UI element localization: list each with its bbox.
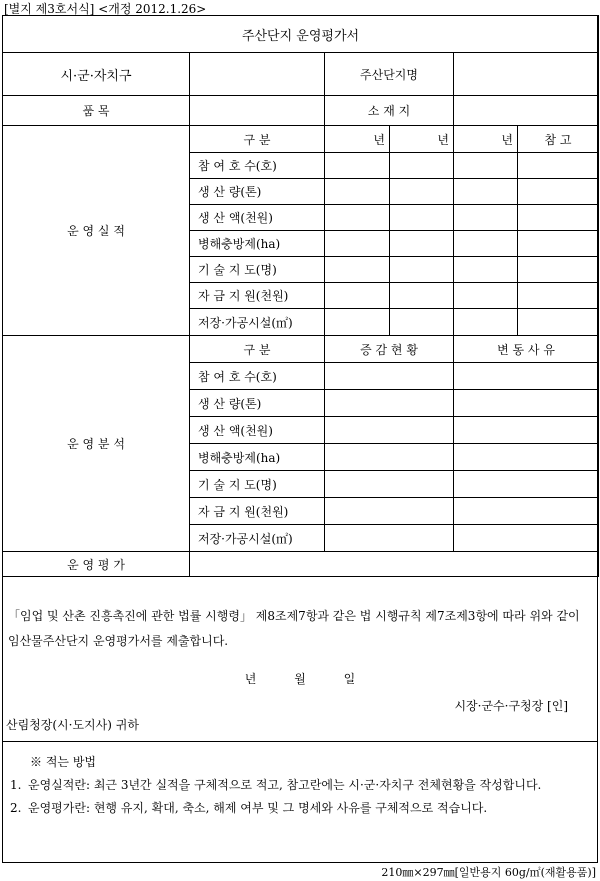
analysis-row-label: 기 술 지 도(명) bbox=[190, 471, 325, 498]
performance-year-1: 년 bbox=[325, 126, 390, 153]
performance-year-3: 년 bbox=[454, 126, 518, 153]
item-field[interactable] bbox=[190, 96, 325, 126]
howto-list bbox=[10, 776, 590, 822]
signer-line: 시장·군수·구청장 [인] bbox=[454, 699, 568, 713]
performance-cell[interactable] bbox=[325, 283, 390, 309]
performance-cell[interactable] bbox=[454, 283, 518, 309]
analysis-reason-cell[interactable] bbox=[454, 444, 599, 471]
analysis-header-category: 구 분 bbox=[190, 336, 325, 363]
location-field[interactable] bbox=[454, 96, 599, 126]
analysis-row-label: 병해충방제(ha) bbox=[190, 444, 325, 471]
performance-cell[interactable] bbox=[390, 205, 454, 231]
analysis-change-cell[interactable] bbox=[325, 390, 454, 417]
performance-cell[interactable] bbox=[518, 179, 599, 205]
form-header-note: [별지 제3호서식] <개정 2012.1.26> bbox=[4, 2, 207, 16]
performance-cell[interactable] bbox=[390, 153, 454, 179]
howto-item-text: 운영실적란: 최근 3년간 실적을 구체적으로 적고, 참고란에는 시·군·자치구 전체현황을 작성합니다. bbox=[28, 778, 542, 792]
analysis-change-cell[interactable] bbox=[325, 471, 454, 498]
performance-cell[interactable] bbox=[518, 309, 599, 336]
performance-row-label: 생 산 량(톤) bbox=[190, 179, 325, 205]
performance-cell[interactable] bbox=[390, 309, 454, 336]
analysis-change-cell[interactable] bbox=[325, 417, 454, 444]
form-table bbox=[2, 15, 599, 577]
performance-cell[interactable] bbox=[518, 283, 599, 309]
addressee: 산림청장(시·도지사) 귀하 bbox=[6, 718, 139, 732]
performance-header-category: 구 분 bbox=[190, 126, 325, 153]
section-divider bbox=[2, 741, 598, 742]
analysis-reason-cell[interactable] bbox=[454, 390, 599, 417]
performance-cell[interactable] bbox=[390, 257, 454, 283]
analysis-row-label: 참 여 호 수(호) bbox=[190, 363, 325, 390]
performance-cell[interactable] bbox=[390, 179, 454, 205]
analysis-change-cell[interactable] bbox=[325, 444, 454, 471]
performance-row-label: 자 금 지 원(천원) bbox=[190, 283, 325, 309]
analysis-reason-cell[interactable] bbox=[454, 525, 599, 552]
analysis-change-cell[interactable] bbox=[325, 525, 454, 552]
howto-item-number: 2. bbox=[10, 801, 22, 815]
analysis-row-label: 생 산 액(천원) bbox=[190, 417, 325, 444]
performance-cell[interactable] bbox=[518, 205, 599, 231]
performance-cell[interactable] bbox=[325, 231, 390, 257]
evaluation-label: 운 영 평 가 bbox=[3, 552, 190, 577]
howto-item bbox=[10, 776, 590, 795]
analysis-row-label: 생 산 량(톤) bbox=[190, 390, 325, 417]
location-label: 소 재 지 bbox=[325, 96, 454, 126]
performance-cell[interactable] bbox=[325, 309, 390, 336]
performance-cell[interactable] bbox=[390, 283, 454, 309]
submission-statement: 「임업 및 산촌 진흥촉진에 관한 법률 시행령」 제8조제7항과 같은 법 시행규칙 제7조제3항에 따라 위와 같이 임산물주산단지 운영평가서를 제출합니다. bbox=[8, 609, 580, 648]
performance-cell[interactable] bbox=[518, 257, 599, 283]
performance-row-label: 생 산 액(천원) bbox=[190, 205, 325, 231]
analysis-reason-cell[interactable] bbox=[454, 498, 599, 525]
performance-cell[interactable] bbox=[454, 179, 518, 205]
region-label: 시·군·자치구 bbox=[3, 53, 190, 96]
analysis-row-label: 자 금 지 원(천원) bbox=[190, 498, 325, 525]
analysis-reason-header: 변 동 사 유 bbox=[454, 336, 599, 363]
item-label: 품 목 bbox=[3, 96, 190, 126]
performance-cell[interactable] bbox=[325, 153, 390, 179]
performance-cell[interactable] bbox=[325, 179, 390, 205]
region-field[interactable] bbox=[190, 53, 325, 96]
performance-cell[interactable] bbox=[518, 231, 599, 257]
performance-cell[interactable] bbox=[454, 257, 518, 283]
paper-spec-footer: 210㎜×297㎜[일반용지 60g/㎡(재활용품)] bbox=[381, 866, 596, 879]
performance-cell[interactable] bbox=[454, 231, 518, 257]
analysis-change-header: 증 감 현 황 bbox=[325, 336, 454, 363]
complex-name-field[interactable] bbox=[454, 53, 599, 96]
performance-cell[interactable] bbox=[325, 205, 390, 231]
date-line: 년 월 일 bbox=[244, 672, 356, 686]
performance-row-label: 참 여 호 수(호) bbox=[190, 153, 325, 179]
performance-row-label: 저장·가공시설(㎡) bbox=[190, 309, 325, 336]
analysis-section-label: 운 영 분 석 bbox=[3, 336, 190, 552]
performance-row-label: 병해충방제(ha) bbox=[190, 231, 325, 257]
evaluation-field[interactable] bbox=[190, 552, 599, 577]
howto-item bbox=[10, 799, 590, 818]
analysis-change-cell[interactable] bbox=[325, 363, 454, 390]
performance-cell[interactable] bbox=[454, 309, 518, 336]
howto-item-text: 운영평가란: 현행 유지, 확대, 축소, 해제 여부 및 그 명세와 사유를 구체적으로 적습니다. bbox=[28, 801, 488, 815]
performance-cell[interactable] bbox=[454, 153, 518, 179]
analysis-change-cell[interactable] bbox=[325, 498, 454, 525]
performance-year-2: 년 bbox=[390, 126, 454, 153]
analysis-reason-cell[interactable] bbox=[454, 471, 599, 498]
performance-cell[interactable] bbox=[518, 153, 599, 179]
performance-cell[interactable] bbox=[390, 231, 454, 257]
form-title: 주산단지 운영평가서 bbox=[3, 16, 599, 53]
analysis-row-label: 저장·가공시설(㎡) bbox=[190, 525, 325, 552]
performance-cell[interactable] bbox=[325, 257, 390, 283]
performance-row-label: 기 술 지 도(명) bbox=[190, 257, 325, 283]
howto-title: ※ 적는 방법 bbox=[30, 755, 96, 769]
complex-name-label: 주산단지명 bbox=[325, 53, 454, 96]
analysis-reason-cell[interactable] bbox=[454, 363, 599, 390]
howto-item-number: 1. bbox=[10, 778, 22, 792]
analysis-reason-cell[interactable] bbox=[454, 417, 599, 444]
performance-note-header: 참 고 bbox=[518, 126, 599, 153]
performance-section-label: 운 영 실 적 bbox=[3, 126, 190, 336]
performance-cell[interactable] bbox=[454, 205, 518, 231]
